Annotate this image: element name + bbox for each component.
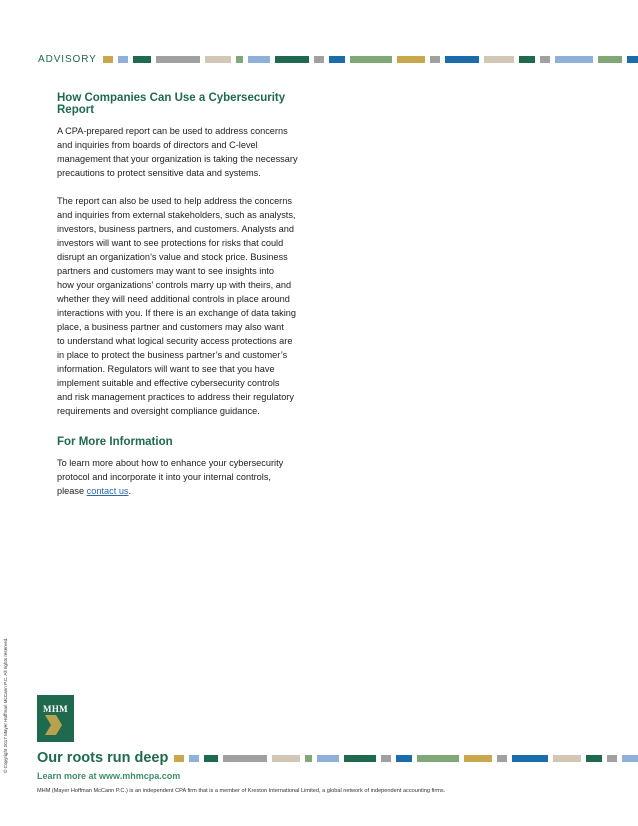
stripe-block — [133, 56, 151, 63]
footer-tagline-row — [37, 750, 638, 766]
stripe-block — [236, 56, 243, 63]
stripe-block — [344, 755, 376, 762]
stripe-block — [540, 56, 550, 63]
page-header — [38, 53, 638, 65]
stripe-block — [275, 56, 309, 63]
stripe-block — [397, 56, 425, 63]
stripe-block — [598, 56, 622, 63]
stripe-block — [607, 755, 617, 762]
stripe-block — [329, 56, 345, 63]
stripe-block — [627, 56, 638, 63]
stripe-block — [497, 755, 507, 762]
footer-color-stripe — [174, 755, 638, 762]
stripe-block — [205, 56, 231, 63]
more-info-period: . — [128, 486, 132, 496]
section-heading-more-info: For More Information — [57, 436, 173, 448]
stripe-block — [430, 56, 440, 63]
stripe-block — [272, 755, 300, 762]
more-info-text: To learn more about how to enhance your cybersecurity protocol and incorporate it into your internal controls, please — [57, 458, 284, 496]
stripe-block — [317, 755, 339, 762]
stripe-block — [381, 755, 391, 762]
stripe-block — [417, 755, 459, 762]
tagline: Our roots run deep — [37, 750, 169, 766]
stripe-block — [174, 755, 184, 762]
header-color-stripe — [103, 56, 638, 63]
stripe-block — [248, 56, 270, 63]
contact-us-link[interactable]: contact us — [86, 486, 129, 496]
stripe-block — [204, 755, 218, 762]
footer-disclaimer: MHM (Mayer Hoffman McCann P.C.) is an independent CPA firm that is a member of Kreston International Limited, a global network of independent accounting firms. — [37, 788, 446, 794]
logo-chevron-icon — [37, 695, 74, 742]
stripe-block — [305, 755, 312, 762]
stripe-block — [103, 56, 113, 63]
stripe-block — [586, 755, 602, 762]
section-label: ADVISORY — [38, 53, 97, 65]
paragraph-stakeholders: The report can also be used to help address the concerns and inquiries from external stakeholders, such as analysts, investors, business partners, and customers. Analysts and investors will want to see protections for risks that could disrupt an organization’s value and stock price. Business partners and customers may want to see insights into how your organizations’ controls marry up with theirs, and whether they will need additional controls in place around interactions with you. If there is an exchange of data taking place, a business partner and customers may also want to understand what logical security access protections are in place to protect the business partner’s and customer’s information. Regulators will want to see that you have implement suitable and effective cybersecurity controls and risk management practices to address their regulatory requirements and oversight compliance guidance. — [57, 196, 297, 416]
stripe-block — [314, 56, 324, 63]
stripe-block — [350, 56, 392, 63]
stripe-block — [553, 755, 581, 762]
stripe-block — [555, 56, 593, 63]
mhm-logo — [37, 695, 74, 742]
stripe-block — [396, 755, 412, 762]
stripe-block — [445, 56, 479, 63]
stripe-block — [156, 56, 200, 63]
stripe-block — [622, 755, 638, 762]
section-heading-cybersecurity-report: How Companies Can Use a Cybersecurity Report — [57, 92, 286, 116]
stripe-block — [189, 755, 199, 762]
website-link[interactable]: Learn more at www.mhmcpa.com — [37, 771, 181, 781]
article-body — [57, 92, 322, 512]
stripe-block — [512, 755, 548, 762]
stripe-block — [484, 56, 514, 63]
stripe-block — [464, 755, 492, 762]
stripe-block — [118, 56, 128, 63]
paragraph-more-info — [57, 456, 322, 498]
paragraph-intro: A CPA-prepared report can be used to address concerns and inquiries from boards of directors and C-level management that your organization is taking the necessary precautions to protect sensitive data and systems. — [57, 126, 298, 178]
copyright-notice: © Copyright 2017 Mayer Hoffman McCann P.C. All rights reserved. — [3, 637, 8, 773]
stripe-block — [223, 755, 267, 762]
stripe-block — [519, 56, 535, 63]
logo-text: MHM — [43, 704, 68, 714]
